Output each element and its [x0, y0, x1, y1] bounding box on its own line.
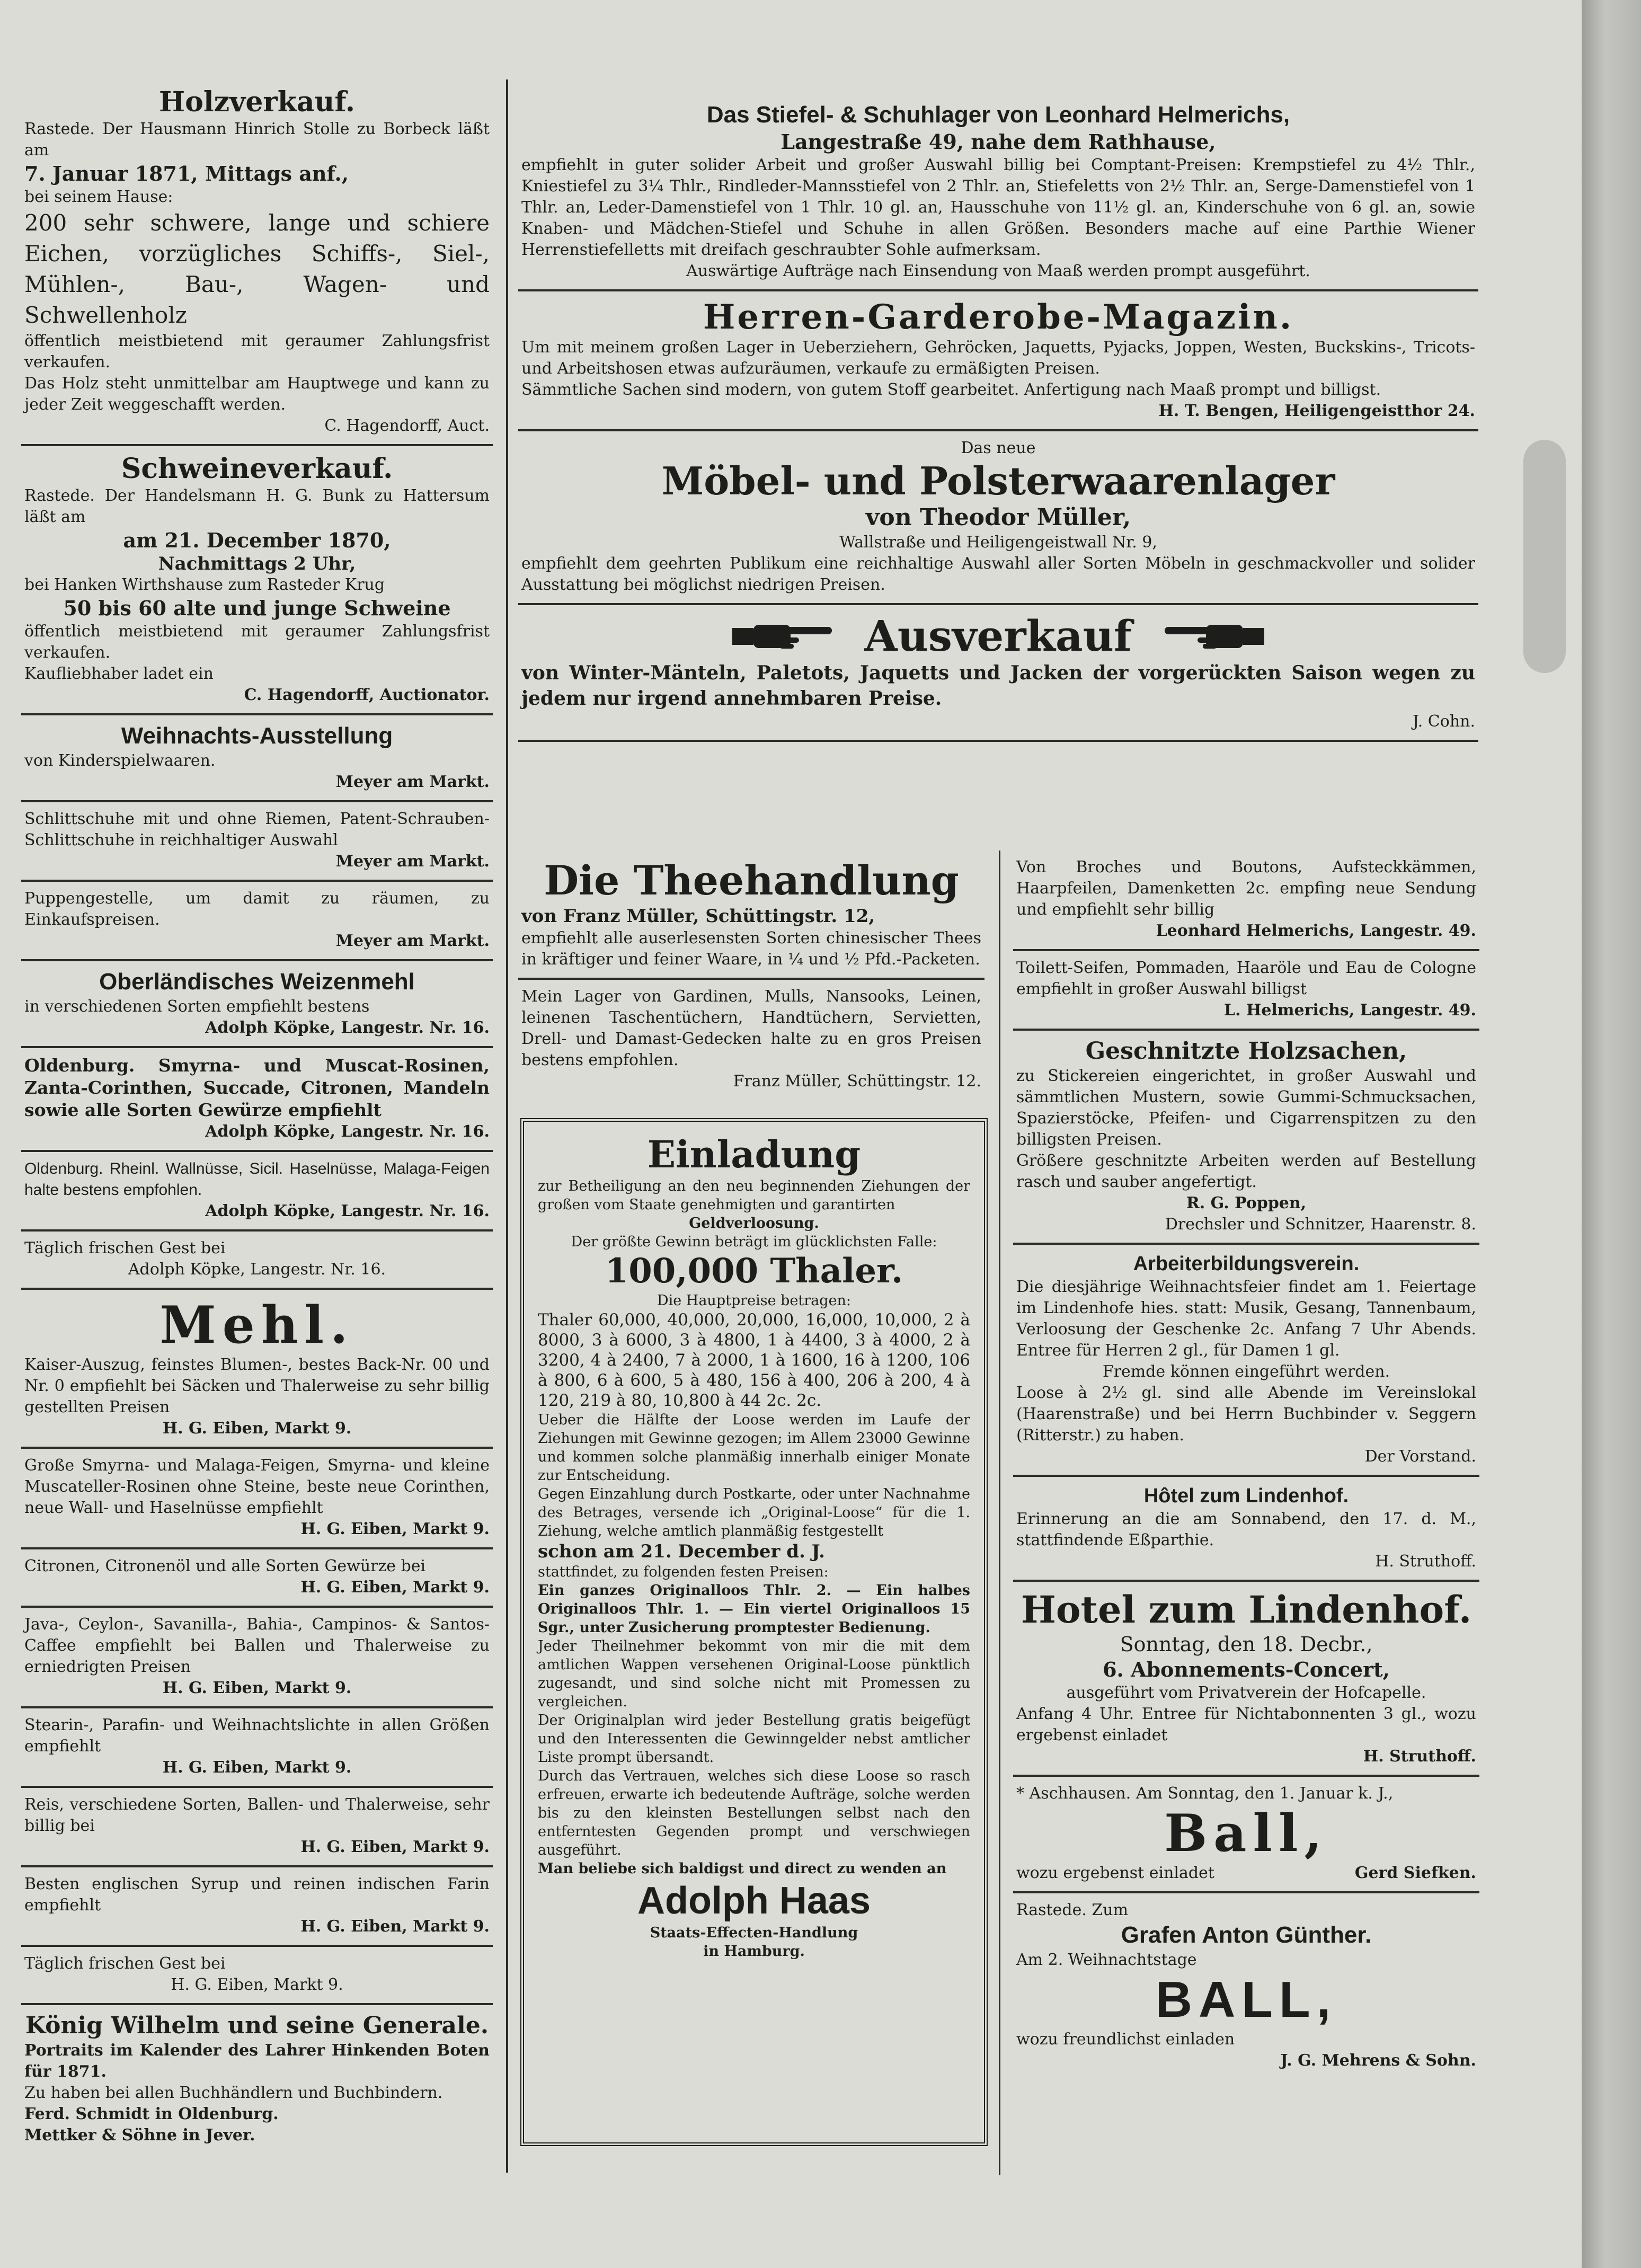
ad-text: Oldenburg. Rheinl. Wallnüsse, Sicil. Haselnüsse, Malaga-Feigen halte bestens empfohlen.: [24, 1160, 490, 1199]
ad-broches: [1013, 850, 1479, 951]
ad-signature: H. Struthoff.: [1375, 1552, 1476, 1571]
ad-signature: Gerd Siefken.: [1354, 1864, 1476, 1882]
ad-text: Täglich frischen Gest bei: [24, 1954, 226, 1973]
ad-text: Rastede. Der Handelsmann H. G. Bunk zu Hattersum läßt am: [24, 486, 490, 526]
ad-subtitle: 6. Abonnements-Concert,: [1103, 1658, 1390, 1681]
ad-caffee: [21, 1608, 493, 1708]
ad-signature: Meyer am Markt.: [335, 852, 490, 871]
ad-theehandlung: [518, 850, 984, 980]
ad-text: Am 2. Weihnachtstage: [1016, 1951, 1197, 1969]
ad-title: Ball,: [1164, 1803, 1328, 1863]
ad-text: wozu freundlichst einladen: [1016, 2030, 1235, 2049]
ad-title: Schweineverkauf.: [121, 453, 393, 485]
ad-signature: C. Hagendorff, Auct.: [324, 417, 490, 435]
ad-hotel-lindenhof-1: [1013, 1477, 1479, 1582]
ad-city: in Hamburg.: [703, 1943, 805, 1960]
ad-title: Oberländisches Weizenmehl: [99, 969, 415, 995]
ad-text: von Winter-Mänteln, Paletots, Jaquetts und Jacken der vorgerückten Saison wegen zu jedem nur irgend annehmbaren Preise.: [521, 662, 1475, 710]
right-subcolumn-left: [518, 850, 984, 1100]
ad-text: empfiehlt in guter solider Arbeit und großer Auswahl billig bei Comptant-Preisen: Krempstiefel zu 4½ Thlr., Kniestiefel zu 3¼ Thlr., Rindleder-Mannsstiefel von 2 Thlr. an, Stiefeletts von 2½ Thlr. an, Serge-Damenstiefel von 1 Thlr. an, Leder-Damenstiefel von 1 Thlr. 10 gl. an, Hausschuhe von 11½ gl. an, Kinderschuhe von 6 gl. an, sowie Knaben- und Mädchen-Stiefel und Schuhe in allen Größen. Besonders mache auf eine Parthie Wiener Herrenstiefelletts mit dreifach geschraubter Sohle aufmerksam.: [521, 156, 1475, 259]
ad-text: bei Hanken Wirthshause zum Rasteder Krug: [24, 575, 385, 594]
ad-text: Schlittschuhe mit und ohne Riemen, Patent-Schrauben-Schlittschuhe in reichhaltiger Auswahl: [24, 810, 490, 849]
ad-schlittschuhe: [21, 802, 493, 882]
ad-firm: Staats-Effecten-Handlung: [650, 1925, 858, 1941]
ad-signature: Der Vorstand.: [1364, 1447, 1476, 1466]
ad-ball-aschhausen: [1013, 1777, 1479, 1893]
ad-text: Das Holz steht unmittelbar am Hauptwege und kann zu jeder Zeit weggeschafft werden.: [24, 374, 490, 414]
ad-text: Von Broches und Boutons, Aufsteckkämmen, Haarpfeilen, Damenketten 2c. empfing neue Sendung und empfiehlt sehr billig: [1016, 858, 1476, 919]
ad-toilett-seifen: [1013, 951, 1479, 1031]
ad-pretitle: Das neue: [961, 439, 1036, 457]
ad-text: Ueber die Hälfte der Loose werden im Laufe der Ziehungen mit Gewinne gezogen; im Allem 23000 Gewinne und kommen solche planmäßig innerhalb einiger Monate zur Entscheidung.: [538, 1412, 970, 1484]
ad-gardinen: [518, 980, 984, 1100]
ad-text: Man beliebe sich baldigst und direct zu wenden an: [538, 1861, 947, 1877]
ad-reis: [21, 1788, 493, 1867]
ad-text: zur Betheiligung an den neu beginnenden Ziehungen der großen vom Staate genehmigten und garantirten: [538, 1178, 970, 1213]
ad-name: Grafen Anton Günther.: [1121, 1922, 1372, 1948]
ad-title: Geschnitzte Holzsachen,: [1085, 1038, 1407, 1065]
ad-text: Mein Lager von Gardinen, Mulls, Nansooks, Leinen, leinenen Taschentüchern, Handtüchern, Servietten, Drell- und Damast-Gedecken halte zu en gros Preisen bestens empfohlen.: [521, 987, 981, 1069]
ad-text: wozu ergebenst einladet: [1016, 1864, 1214, 1882]
ad-text: Stearin-, Parafin- und Weihnachtslichte in allen Größen empfiehlt: [24, 1716, 490, 1756]
ad-signature-line: Drechsler und Schnitzer, Haarenstr. 8.: [1165, 1215, 1476, 1234]
ad-text: Der Originalplan wird jeder Bestellung gratis beigefügt und den Interessenten die Gewinngelder nebst amtlicher Liste prompt übersandt.: [538, 1712, 970, 1766]
column-rule-inner: [999, 850, 1000, 2175]
ad-text: von Kinderspielwaaren.: [24, 751, 216, 770]
ad-date: schon am 21. December d. J.: [538, 1541, 825, 1562]
ad-text: empfiehlt dem geehrten Publikum eine reichhaltige Auswahl aller Sorten Möbeln in geschmackvoller und solider Ausstattung bei möglichst niedrigen Preisen.: [521, 554, 1475, 594]
ad-herren-garderobe: [518, 291, 1478, 431]
ad-text: ausgeführt vom Privatverein der Hofcapelle.: [1066, 1684, 1426, 1702]
ad-signature: H. G. Eiben, Markt 9.: [300, 1917, 490, 1936]
ad-koenig-wilhelm: [21, 2005, 493, 2154]
ad-gest-eiben: [21, 1947, 493, 2005]
ad-weizenmehl: [21, 961, 493, 1048]
ad-signature: H. G. Eiben, Markt 9.: [300, 1520, 490, 1538]
ad-mehl: [21, 1290, 493, 1449]
ad-text: öffentlich meistbietend mit geraumer Zahlungsfrist verkaufen.: [24, 622, 490, 662]
ad-text: Größere geschnitzte Arbeiten werden auf Bestellung rasch und sauber angefertigt.: [1016, 1151, 1476, 1191]
ad-ball-grafen-anton-guenther: [1013, 1893, 1479, 2079]
ad-signature: H. Struthoff.: [1363, 1747, 1476, 1766]
ad-text: Die Hauptpreise betragen:: [657, 1292, 851, 1309]
ad-signature: J. Cohn.: [1413, 712, 1475, 731]
ad-text: Zu haben bei allen Buchhändlern und Buchbindern.: [24, 2084, 443, 2102]
left-column: [21, 79, 493, 2154]
ad-text: bei seinem Hause:: [24, 188, 173, 206]
right-column-top: [518, 79, 1478, 742]
pointing-hand-left-icon: [1164, 617, 1264, 654]
ad-text: Sämmtliche Sachen sind modern, von gutem Stoff gearbeitet. Anfertigung nach Maaß prompt und billigst.: [521, 380, 1381, 399]
ad-signature: Meyer am Markt.: [335, 932, 490, 950]
ad-title: Herren-Garderobe-Magazin.: [703, 297, 1294, 337]
ad-signature: R. G. Poppen,: [1186, 1194, 1307, 1212]
ad-text: zu Stickereien eingerichtet, in großer Auswahl und sämmtlichen Mustern, sowie Gummi-Schmucksachen, Spazierstöcke, Pfeifen- und Cigarrenspitzen zu den billigsten Preisen.: [1016, 1067, 1476, 1149]
ad-signature: Mettker & Söhne in Jever.: [24, 2126, 255, 2145]
right-subcolumn-right: [1013, 850, 1479, 2079]
ad-text: öffentlich meistbietend mit geraumer Zahlungsfrist verkaufen.: [24, 332, 490, 371]
ad-signature: Meyer am Markt.: [335, 773, 490, 791]
ad-holzsachen: [1013, 1031, 1479, 1245]
ad-text: Täglich frischen Gest bei: [24, 1239, 226, 1257]
ad-subtitle: Geldverloosung.: [689, 1215, 819, 1232]
ad-rosinen: [21, 1048, 493, 1152]
ad-signature: C. Hagendorff, Auctionator.: [244, 686, 490, 704]
ad-puppengestelle: [21, 882, 493, 961]
ad-text: Große Smyrna- und Malaga-Feigen, Smyrna- und kleine Muscateller-Rosinen ohne Steine, beste neue Corinthen, neue Wall- und Haselnüsse empfiehlt: [24, 1456, 490, 1517]
ad-signature: H. G. Eiben, Markt 9.: [300, 1578, 490, 1597]
ad-syrup: [21, 1867, 493, 1947]
ad-signature: Adolph Köpke, Langestr. Nr. 16.: [205, 1018, 490, 1037]
ad-text: Ein ganzes Originalloos Thlr. 2. — Ein halbes Originalloos Thlr. 1. — Ein viertel Originalloos 15 Sgr., unter Zusicherung promptester Bedienung.: [538, 1582, 970, 1636]
ad-schweineverkauf: [21, 446, 493, 715]
ad-citronen: [21, 1549, 493, 1608]
ad-einladung-lotterie: [520, 1118, 988, 2146]
paper-stain: [1523, 440, 1566, 673]
ad-stiefel-schuhlager: [518, 79, 1478, 291]
ad-signature: H. G. Eiben, Markt 9.: [162, 1679, 352, 1697]
ad-text: Anfang 4 Uhr. Entree für Nichtabonnenten 3 gl., wozu ergebenst einladet: [1016, 1705, 1476, 1744]
ad-text: Oldenburg. Smyrna- und Muscat-Rosinen, Zanta-Corinthen, Succade, Citronen, Mandeln sowie alle Sorten Gewürze empfiehlt: [24, 1055, 490, 1120]
ad-hotel-lindenhof-2: [1013, 1582, 1479, 1777]
ad-text: * Aschhausen. Am Sonntag, den 1. Januar k. J.,: [1016, 1784, 1394, 1803]
ad-text: Loose à 2½ gl. sind alle Abende im Vereinslokal (Haarenstraße) und bei Herrn Buchbinder v. Seggern (Ritterstr.) zu haben.: [1016, 1384, 1476, 1445]
ad-date: 7. Januar 1871, Mittags anf.,: [24, 162, 349, 185]
ad-text: Die diesjährige Weihnachtsfeier findet am 1. Feiertage im Lindenhofe hies. statt: Musik, Gesang, Tannenbaum, Verloosung der Geschenke 2c. Anfang 7 Uhr Abends. Entree für Herren 2 gl., für Damen 1 gl.: [1016, 1278, 1476, 1360]
ad-text: Der größte Gewinn beträgt im glücklichsten Falle:: [571, 1234, 937, 1250]
ad-highlight: 200 sehr schwere, lange und schiere Eichen, vorzügliches Schiffs-, Siel-, Mühlen-, Bau-, Wagen- und Schwellenholz: [24, 210, 490, 328]
ad-arbeiterbildungsverein: [1013, 1245, 1479, 1477]
ad-subtitle: von Theodor Müller,: [865, 504, 1131, 531]
ad-signature: Adolph Köpke, Langestr. Nr. 16.: [205, 1122, 490, 1141]
page-edge: [1582, 0, 1641, 2268]
ad-text: Puppengestelle, um damit zu räumen, zu Einkaufspreisen.: [24, 889, 490, 929]
ad-signature: H. G. Eiben, Markt 9.: [171, 1975, 343, 1994]
ad-gest: [21, 1232, 493, 1290]
ad-signature: Adolph Köpke, Langestr. Nr. 16.: [128, 1260, 386, 1279]
ad-title: BALL,: [1155, 1971, 1337, 2028]
ad-text: Portraits im Kalender des Lahrer Hinkenden Boten für 1871.: [24, 2041, 490, 2081]
ad-subtitle: von Franz Müller, Schüttingstr. 12,: [521, 906, 875, 927]
ad-title: Hôtel zum Lindenhof.: [1143, 1485, 1349, 1507]
ad-text: Durch das Vertrauen, welches sich diese Loose so rasch erfreuen, erwarte ich bedeutende Aufträge, solche werden bis zu den kleinsten Bestellungen selbst nach den entferntesten Gegenden prompt und verschwiegen ausgeführt.: [538, 1768, 970, 1858]
ad-text: Citronen, Citronenöl und alle Sorten Gewürze bei: [24, 1557, 426, 1575]
column-rule: [506, 79, 508, 2173]
ad-holzverkauf: [21, 79, 493, 446]
ad-text: empfiehlt alle auserlesensten Sorten chinesischer Thees in kräftiger und feiner Waare, in ¼ und ½ Pfd.-Packeten.: [521, 929, 981, 969]
ad-text: Rastede. Zum: [1016, 1901, 1129, 1919]
ad-text: Besten englischen Syrup und reinen indischen Farin empfiehlt: [24, 1875, 490, 1915]
pointing-hand-right-icon: [732, 617, 833, 654]
ad-address: Wallstraße und Heiligengeistwall Nr. 9,: [839, 533, 1157, 552]
ad-text: Toilett-Seifen, Pommaden, Haaröle und Eau de Cologne empfiehlt in großer Auswahl billigst: [1016, 959, 1476, 998]
ad-signature: H. G. Eiben, Markt 9.: [300, 1838, 490, 1856]
ad-text: Jeder Theilnehmer bekommt von mir die mit dem amtlichen Wappen versehenen Original-Loose pünktlich zugesandt, und sind solche nicht mit Promessen zu vergleichen.: [538, 1638, 970, 1710]
ad-text: Gegen Einzahlung durch Postkarte, oder unter Nachnahme des Betrages, versende ich „Original-Loose“ für die 1. Ziehung, welche amtlich planmäßig festgestellt: [538, 1486, 970, 1539]
ad-text: stattfindet, zu folgenden festen Preisen:: [538, 1564, 829, 1580]
ad-title: Die Theehandlung: [544, 857, 959, 904]
ad-text: Java-, Ceylon-, Savanilla-, Bahia-, Campinos- & Santos-Caffee empfiehlt bei Ballen und Thalerweise zu erniedrigten Preisen: [24, 1615, 490, 1676]
ad-text: Rastede. Der Hausmann Hinrich Stolle zu Borbeck läßt am: [24, 120, 490, 160]
ad-weihnachts-ausstellung: [21, 715, 493, 802]
ad-feigen: [21, 1449, 493, 1549]
ad-text: Erinnerung an die am Sonnabend, den 17. d. M., stattfindende Eßparthie.: [1016, 1510, 1476, 1549]
ad-text: Um mit meinem großen Lager in Ueberziehern, Gehröcken, Jaquetts, Pyjacks, Joppen, Westen, Buckskins-, Tricots- und Arbeitshosen etwas aufzuräumen, verkaufe zu ermäßigten Preisen.: [521, 338, 1475, 378]
ad-date: am 21. December 1870,: [123, 528, 391, 552]
ad-text: Kaufliebhaber ladet ein: [24, 665, 214, 683]
ad-highlight: 100,000 Thaler.: [605, 1251, 903, 1291]
ad-signature: Ferd. Schmidt in Oldenburg.: [24, 2105, 279, 2123]
ad-signature: Franz Müller, Schüttingstr. 12.: [733, 1072, 981, 1091]
ad-nuesse: [21, 1152, 493, 1232]
ad-date: Sonntag, den 18. Decbr.,: [1120, 1633, 1373, 1656]
ad-signature: H. T. Bengen, Heiligengeistthor 24.: [1158, 402, 1475, 420]
ad-title: König Wilhelm und seine Generale.: [25, 2012, 489, 2039]
ad-title: Arbeiterbildungsverein.: [1133, 1253, 1360, 1275]
ad-title: Mehl.: [159, 1295, 354, 1355]
ad-text: Reis, verschiedene Sorten, Ballen- und Thalerweise, sehr billig bei: [24, 1795, 490, 1835]
ad-lichte: [21, 1708, 493, 1788]
ad-signature: H. G. Eiben, Markt 9.: [162, 1419, 352, 1438]
ad-title: Ausverkauf: [864, 611, 1132, 661]
ad-signature: H. G. Eiben, Markt 9.: [162, 1758, 352, 1777]
ad-subtitle: Langestraße 49, nahe dem Rathhause,: [780, 130, 1216, 154]
ad-title: Das Stiefel- & Schuhlager von Leonhard Helmerichs,: [706, 102, 1290, 128]
ad-note: Auswärtige Aufträge nach Einsendung von Maaß werden prompt ausgeführt.: [686, 262, 1310, 280]
ad-time: Nachmittags 2 Uhr,: [158, 553, 356, 574]
ad-title: Einladung: [647, 1132, 861, 1176]
ad-ausverkauf: [518, 605, 1478, 742]
ad-title: Weihnachts-Ausstellung: [121, 723, 393, 749]
ad-moebel-lager: [518, 431, 1478, 605]
ad-signature: J. G. Mehrens & Sohn.: [1280, 2051, 1476, 2070]
ad-name: Adolph Haas: [637, 1880, 871, 1922]
ad-signature: Adolph Köpke, Langestr. Nr. 16.: [205, 1202, 490, 1220]
ad-title: Hotel zum Lindenhof.: [1021, 1588, 1472, 1632]
ad-text: Kaiser-Auszug, feinstes Blumen-, bestes Back-Nr. 00 und Nr. 0 empfiehlt bei Säcken und Thalerweise zu sehr billig gestellten Preisen: [24, 1356, 490, 1416]
ad-title: Möbel- und Polsterwaarenlager: [661, 458, 1335, 503]
ad-prize-list: Thaler 60,000, 40,000, 20,000, 16,000, 10,000, 2 à 8000, 3 à 6000, 3 à 4800, 1 à 4400, 3 à 4000, 2 à 3200, 4 à 2400, 7 à 2000, 1 à 1600, 16 à 1200, 106 à 800, 6 à 600, 5 à 480, 156 à 400, 206 à 200, 4 à 120, 219 à 80, 10,800 à 44 2c. 2c.: [538, 1310, 970, 1410]
ad-signature: L. Helmerichs, Langestr. 49.: [1224, 1001, 1476, 1020]
ad-text: Fremde können eingeführt werden.: [1102, 1362, 1390, 1381]
ad-text: in verschiedenen Sorten empfiehlt bestens: [24, 997, 370, 1016]
ad-title: Holzverkauf.: [159, 86, 355, 118]
ad-highlight: 50 bis 60 alte und junge Schweine: [63, 596, 451, 620]
ad-signature: Leonhard Helmerichs, Langestr. 49.: [1156, 922, 1476, 940]
